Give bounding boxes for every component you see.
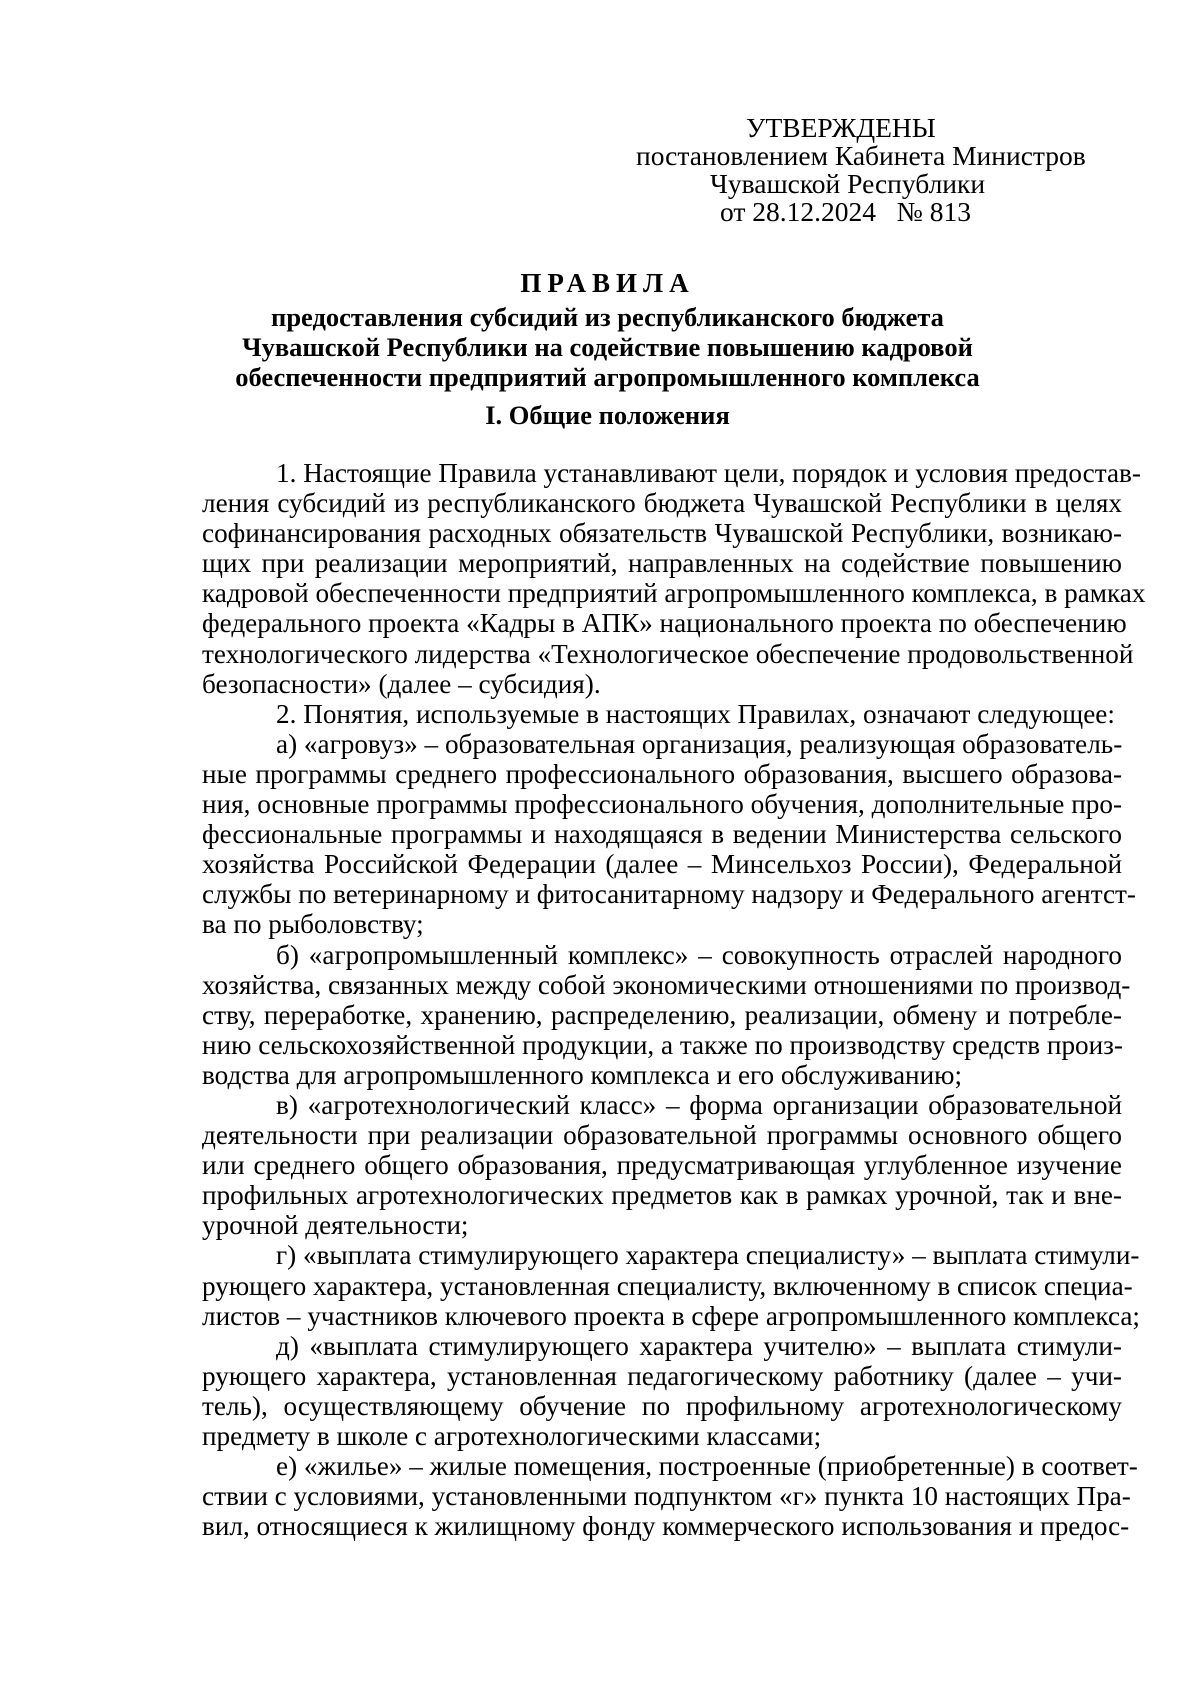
document-title: ПРАВИЛА (520, 268, 695, 298)
subtitle-line: предоставления субсидий из республиканского бюджета (271, 302, 944, 332)
text-line: а) «агровуз» – образовательная организация, реализующая образователь- (276, 728, 1123, 759)
text-line: рующего характера, установленная педагогическому работнику (далее – учи- (202, 1360, 1122, 1391)
definition-v (202, 1090, 1122, 1240)
text-line: кадровой обеспеченности предприятий агропромышленного комплекса, в рамках (202, 578, 1146, 609)
document-body (202, 458, 1146, 1542)
approval-issuer: постановлением Кабинета Министров (636, 140, 1086, 171)
text-line: ления субсидий из республиканского бюджета Чувашской Республики в целях (202, 488, 1122, 519)
text-line: или среднего общего образования, предусматривающая углубленное изучение (202, 1150, 1122, 1181)
text-line: в) «агротехнологический класс» – форма организации образовательной (276, 1089, 1122, 1120)
text-line: урочной деятельности; (202, 1210, 469, 1241)
paragraph-1 (202, 458, 1146, 699)
text-line: ния, основные программы профессионального обучения, дополнительные про- (202, 789, 1122, 820)
text-line: е) «жилье» – жилые помещения, построенные (приобретенные) в соответ- (276, 1451, 1138, 1482)
text-line: нию сельскохозяйственной продукции, а также по производству средств произ- (202, 1029, 1123, 1060)
definition-e (202, 1451, 1138, 1542)
text-line: службы по ветеринарному и фитосанитарному надзору и Федерального агентст- (202, 879, 1136, 910)
text-line: профильных агротехнологических предметов как в рамках урочной, так и вне- (202, 1180, 1122, 1211)
text-line: ству, переработке, хранению, распределению, реализации, обмену и потребле- (202, 999, 1122, 1030)
text-line: хозяйства Российской Федерации (далее – Минсельхоз России), Федеральной (202, 849, 1122, 880)
text-line: ные программы среднего профессионального образования, высшего образова- (202, 758, 1122, 789)
text-line: б) «агропромышленный комплекс» – совокупность отраслей народного (276, 939, 1122, 970)
section-heading: I. Общие положения (485, 400, 730, 430)
document-subtitle (0, 302, 1200, 392)
text-line: листов – участников ключевого проекта в сфере агропромышленного комплекса; (202, 1300, 1140, 1331)
text-line: хозяйства, связанных между собой экономическими отношениями по производ- (202, 969, 1131, 1000)
text-line: тель), осуществляющему обучение по профильному агротехнологическому (202, 1390, 1122, 1421)
text-line: предмету в школе с агротехнологическими классами; (202, 1421, 822, 1451)
paragraph-2 (202, 699, 1122, 729)
definition-g (202, 1240, 1140, 1331)
text-line: д) «выплата стимулирующего характера учителю» – выплата стимули- (276, 1330, 1122, 1361)
text-line: щих при реализации мероприятий, направленных на содействие повышению (202, 548, 1122, 579)
text-line: деятельности при реализации образовательной программы основного общего (202, 1120, 1122, 1151)
text-line: фессиональные программы и находящаяся в ведении Министерства сельского (202, 819, 1122, 850)
text-line: софинансирования расходных обязательств Чувашской Республики, возникаю- (202, 518, 1122, 549)
text-line: водства для агропромышленного комплекса и его обслуживанию; (202, 1059, 963, 1090)
text-line: рующего характера, установленная специалисту, включенному в список специа- (202, 1270, 1133, 1301)
text-line: вил, относящиеся к жилищному фонду коммерческого использования и предос- (202, 1511, 1130, 1542)
subtitle-line: обеспеченности предприятий агропромышленного комплекса (235, 362, 980, 392)
definition-a (202, 728, 1136, 940)
text-line: технологического лидерства «Технологическое обеспечение продовольственной (202, 638, 1134, 669)
text-line: ва по рыболовству; (202, 909, 424, 940)
approval-heading: УТВЕРЖДЕНЫ (746, 112, 936, 143)
approval-republic: Чувашской Республики (710, 168, 986, 199)
subtitle-line: Чувашской Республики на содействие повышению кадровой (242, 332, 973, 362)
text-line: г) «выплата стимулирующего характера специалисту» – выплата стимули- (276, 1240, 1140, 1271)
approval-date-number: от 28.12.2024 № 813 (720, 196, 972, 227)
text-line: безопасности» (далее – субсидия). (202, 668, 601, 699)
text-line: 2. Понятия, используемые в настоящих Правилах, означают следующее: (276, 698, 1115, 729)
text-line: 1. Настоящие Правила устанавливают цели, порядок и условия предостав- (276, 458, 1141, 488)
definition-b (202, 939, 1131, 1090)
text-line: ствии с условиями, установленными подпунктом «г» пункта 10 настоящих Пра- (202, 1481, 1131, 1512)
text-line: федерального проекта «Кадры в АПК» национального проекта по обеспечению (202, 608, 1127, 639)
definition-d (202, 1331, 1122, 1451)
